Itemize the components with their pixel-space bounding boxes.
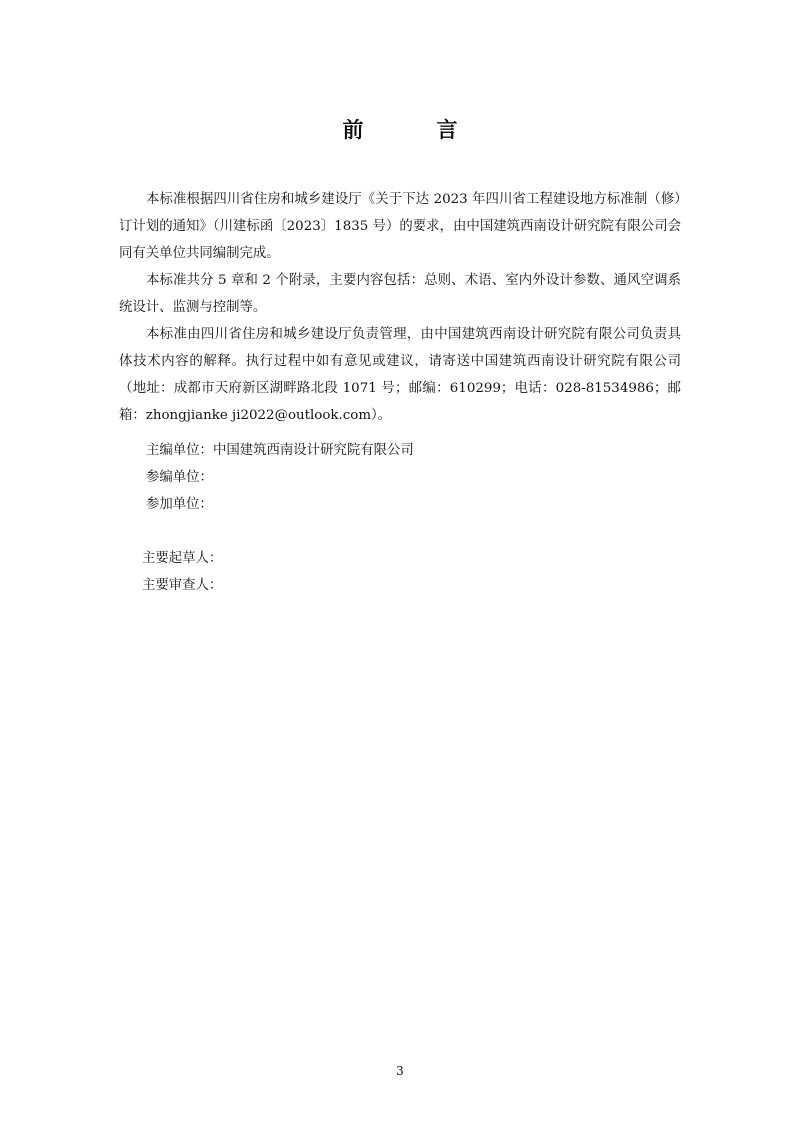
page-number: 3 [396, 1064, 404, 1078]
paragraph-management: 本标准由四川省住房和城乡建设厅负责管理，由中国建筑西南设计研究院有限公司负责具体技术内容的解释。执行过程中如有意见或建议，请寄送中国建筑西南设计研究院有限公司（地址：成都市天府新区湖畔路北段 1071 号；邮编：610299；电话：028-81534986；邮箱：zhongjianke ji2022@outlook.com）。 [119, 327, 681, 423]
paragraph-contents: 本标准共分 5 章和 2 个附录，主要内容包括：总则、术语、室内外设计参数、通风空调系统设计、监测与控制等。 [119, 273, 681, 315]
chief-editor-unit: 主编单位：中国建筑西南设计研究院有限公司 [146, 443, 414, 458]
main-reviewers: 主要审查人： [142, 578, 223, 593]
participating-editor-unit: 参编单位： [146, 470, 213, 485]
preface-body [119, 186, 681, 429]
main-drafters: 主要起草人： [142, 551, 223, 566]
participating-unit: 参加单位： [146, 497, 213, 512]
paragraph-plan-notice: 本标准根据四川省住房和城乡建设厅《关于下达 2023 年四川省工程建设地方标准制（修）订计划的通知》（川建标函〔2023〕1835 号）的要求，由中国建筑西南设计研究院有限公司会同有关单位共同编制完成。 [119, 192, 681, 261]
page-title: 前 言 [342, 118, 484, 142]
